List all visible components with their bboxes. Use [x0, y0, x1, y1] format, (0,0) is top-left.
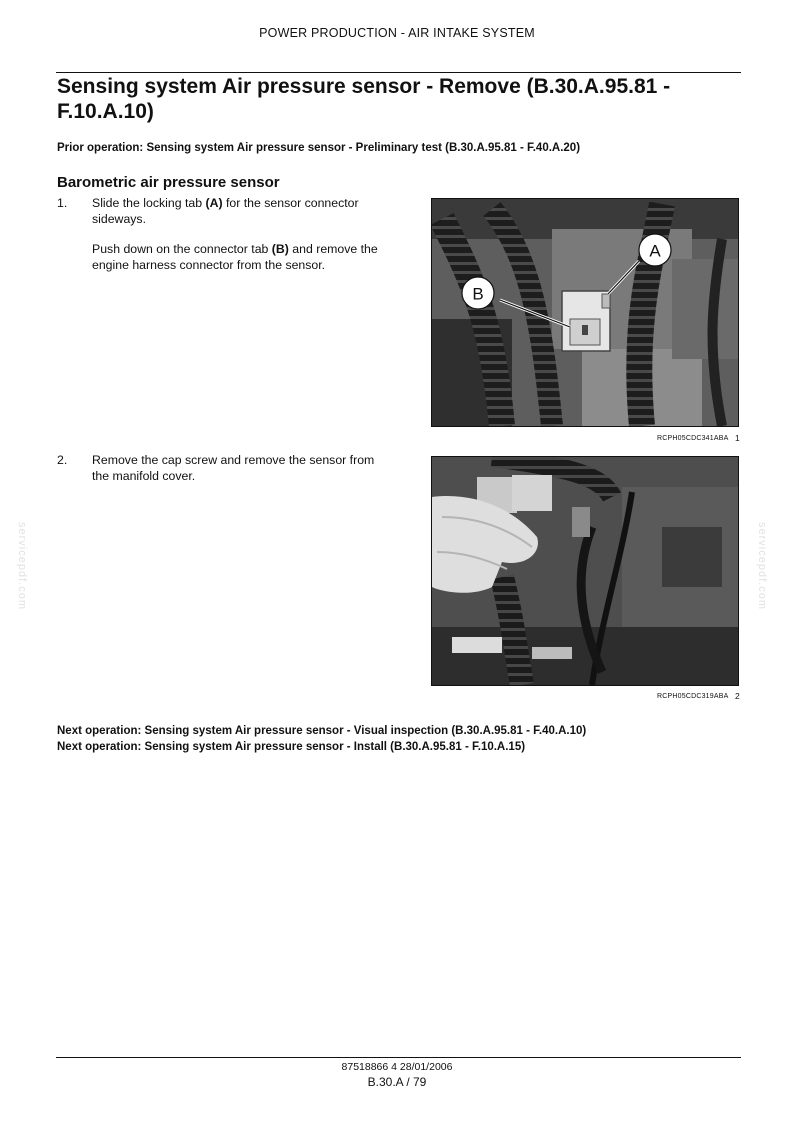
- next-operation: [57, 741, 525, 753]
- running-header: POWER PRODUCTION - AIR INTAKE SYSTEM: [259, 26, 535, 40]
- next-operation-link[interactable]: Sensing system Air pressure sensor - Visual inspection (B.30.A.95.81 - F.40.A.10): [144, 725, 587, 737]
- connector-photo-illustration: [432, 199, 738, 426]
- prior-operation-link[interactable]: Sensing system Air pressure sensor - Preliminary test (B.30.A.95.81 - F.40.A.20): [146, 142, 581, 154]
- step-text: [92, 453, 392, 499]
- header-rule: [56, 72, 741, 73]
- step-paragraph: Push down on the connector tab (B) and remove the engine harness connector from the sensor.: [92, 242, 378, 272]
- watermark-left: servicepdf.com: [15, 522, 28, 610]
- step-paragraph: Remove the cap screw and remove the sensor from the manifold cover.: [92, 453, 375, 483]
- footer-rule: [56, 1057, 741, 1058]
- prior-operation: [57, 142, 580, 154]
- callout-ref-b: (B): [271, 242, 289, 256]
- figure-2-number: 2: [735, 691, 740, 701]
- next-operation-label: Next operation:: [57, 741, 142, 753]
- prior-operation-label: Prior operation:: [57, 142, 144, 154]
- step-number: 2.: [57, 453, 68, 467]
- figure-2-photo: [431, 456, 739, 686]
- page-title: [57, 74, 737, 124]
- figure-1-photo: [431, 198, 739, 427]
- step-2: [57, 453, 397, 493]
- next-operation-link[interactable]: Sensing system Air pressure sensor - Install (B.30.A.95.81 - F.10.A.15): [144, 741, 526, 753]
- step-text: [92, 196, 392, 288]
- watermark-right: servicepdf.com: [755, 522, 768, 610]
- callout-b-label: B: [472, 284, 484, 304]
- callout-a-label: A: [649, 241, 661, 261]
- page-title-line-1: Sensing system Air pressure sensor - Remove (B.30.A.95.81 -: [57, 75, 671, 98]
- section-heading: Barometric air pressure sensor: [57, 174, 280, 191]
- step-paragraph: Slide the locking tab (A) for the sensor connector sideways.: [92, 196, 359, 226]
- sensor-removal-photo-illustration: [432, 457, 738, 685]
- next-operation: [57, 725, 586, 737]
- step-number: 1.: [57, 196, 68, 210]
- step-1: [57, 196, 397, 286]
- page-title-line-2: F.10.A.10): [57, 100, 154, 123]
- callout-ref-a: (A): [205, 196, 223, 210]
- figure-2-code: RCPH05CDC319ABA: [657, 693, 729, 700]
- figure-1-number: 1: [735, 433, 740, 443]
- next-operation-label: Next operation:: [57, 725, 142, 737]
- footer-page-number: B.30.A / 79: [367, 1075, 427, 1089]
- figure-1-code: RCPH05CDC341ABA: [657, 435, 729, 442]
- footer-doc-ref: 87518866 4 28/01/2006: [341, 1061, 453, 1073]
